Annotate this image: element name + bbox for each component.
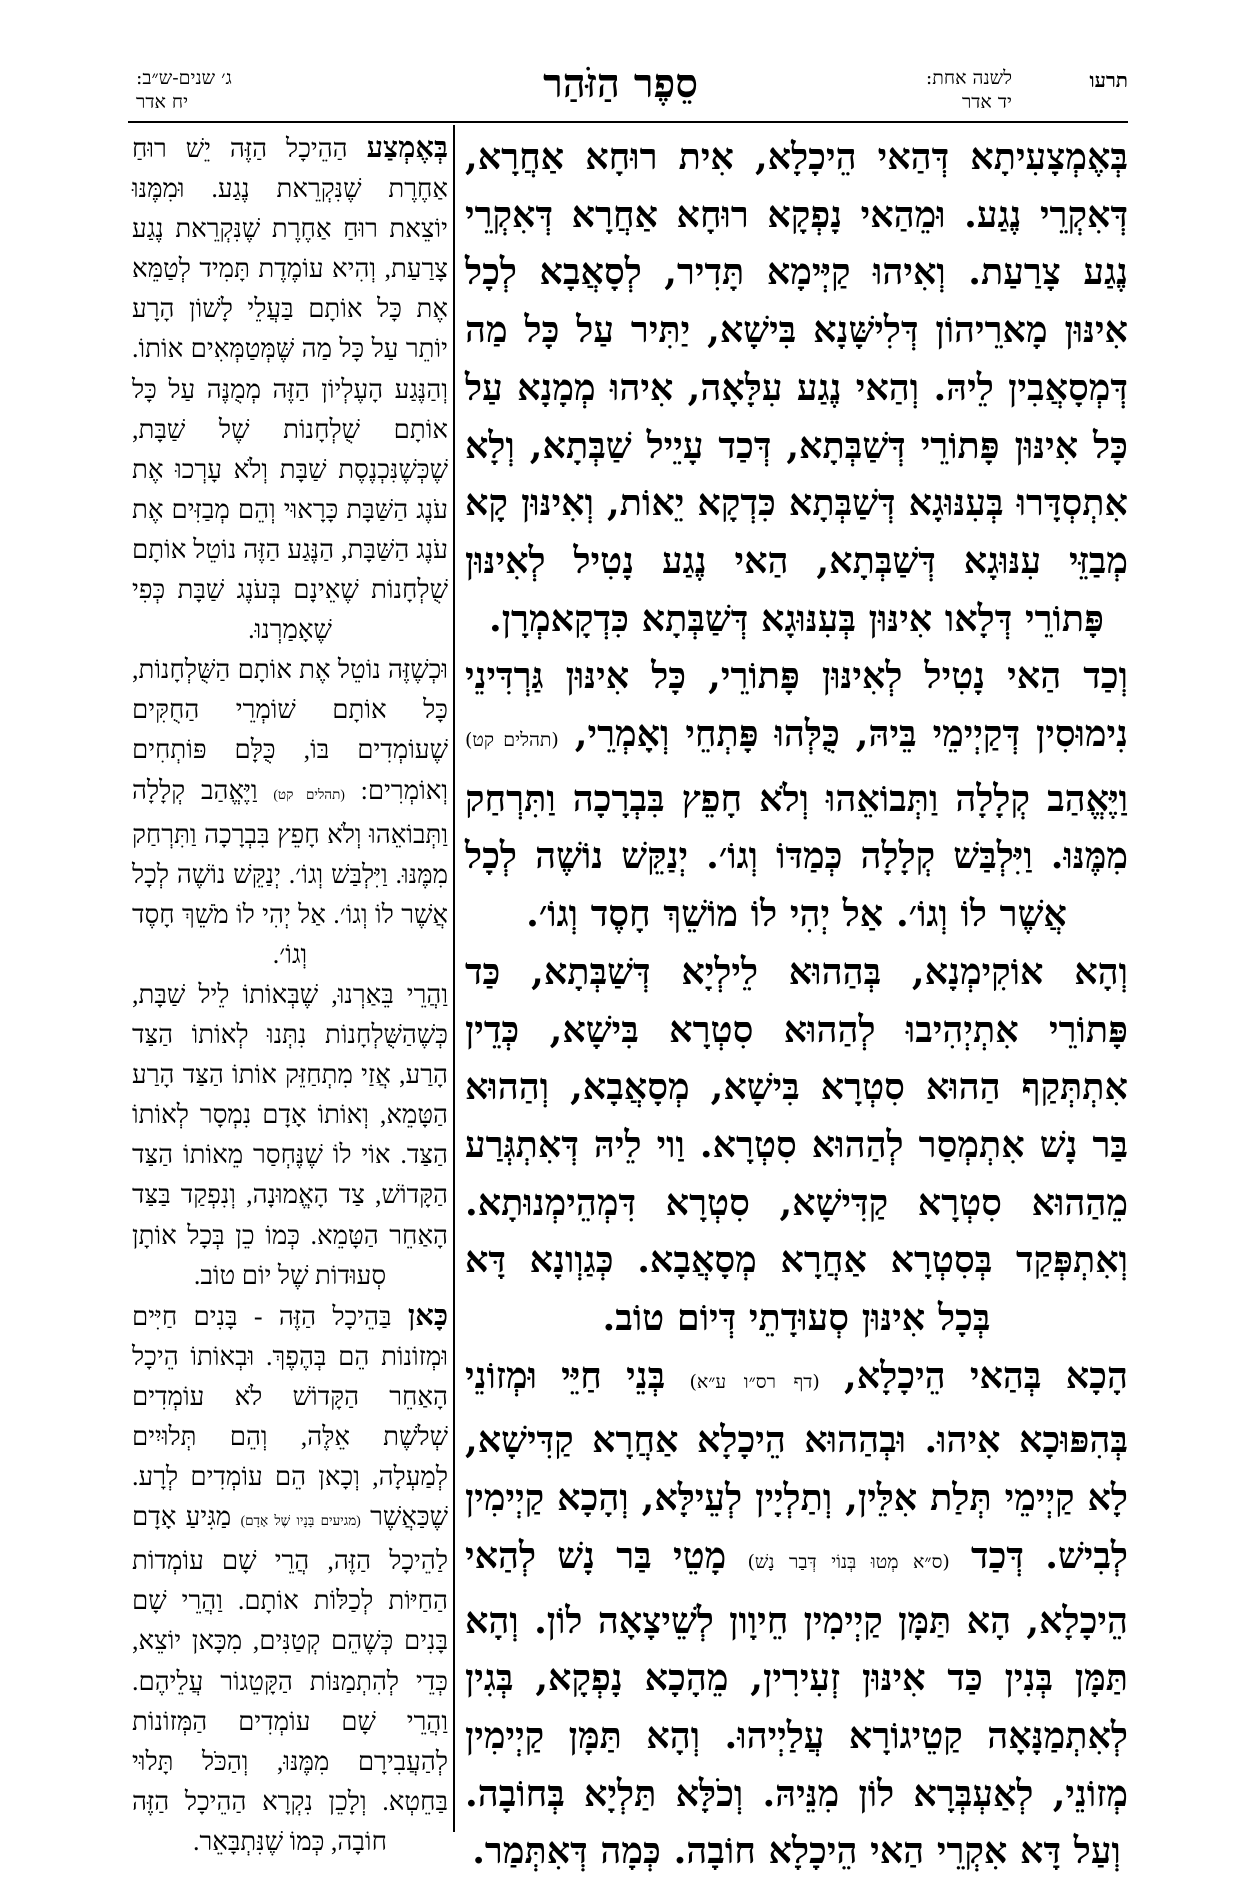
book-title: סֵפֶר הַזֹּהַר: [543, 60, 698, 107]
page-header: [128, 62, 1128, 124]
source-reference: (תהלים קט): [273, 786, 345, 802]
paragraph-text: וּכְשֶׁזֶּה נוֹטֵל אֶת אוֹתָם הַשֻּׁלְחָנוֹת, כָּל אוֹתָם שׁוֹמְרֵי הַחֻקִּים שֶׁעוֹמְדִים בּוֹ, כֻּלָּם פּוֹתְחִים וְאוֹמְרִים:: [132, 655, 449, 805]
paragraph-text: וַיֶּאֱהַב קְלָלָה וַתְּבוֹאֵהוּ וְלֹא חָפֵץ בִּבְרָכָה וַתִּרְחַק מִמֶּנּוּ. וַיִּלְבַּשׁ וְגוֹ׳. יְנַקֵּשׁ נוֹשֶׁה לְכָל אֲשֶׁר לוֹ וְגוֹ׳. אַל יְהִי לוֹ מֹשֵׁךְ חָסֶד וְגוֹ׳.: [132, 775, 448, 969]
study-schedule-three-years: [136, 66, 232, 114]
paragraph-text: מָטֵי בַּר נָשׁ לְהַאי הֵיכָלָא, הָא תַּמָּן קַיְימִין חֵיוָון לְשֵׁיצָאָה לוֹן. וְהָא תַּמָּן בְּנִין כַּד אִינּוּן זְעִירִין, מֵהָכָא נָפְקָא, בְּגִין לְאִתְמַנָּאָה קַטֵיגוֹרָא עֲלַיְיהוּ. וְהָא תַּמָּן קַיְימִין מְזוֹנֵי, לְאַעְבְּרָא לוֹן מִנֵּיהּ. וְכֹלָּא תַּלְיָא בְּחוֹבָה. וְעַל דָּא אִקְרֵי הַאי הֵיכָלָא חוֹבָה. כְּמָה דְּאִתְּמַר.: [465, 1533, 1128, 1873]
paragraph-text: מַגִּיעַ אָדָם לַהֵיכָל הַזֶּה, הֲרֵי שָׁם עוֹמְדוֹת הַחַיּוֹת לְכַלּוֹת אוֹתָם. וַהֲרֵי שָׁם בָּנִים כְּשֶׁהֵם קְטַנִּים, מִכָּאן יוֹצֵא, כְּדֵי לְהִתְמַנּוֹת הַקָּטֵגוֹר עֲלֵיהֶם. וַהֲרֵי שָׁם עוֹמְדִים הַמְּזוֹנוֹת לְהַעֲבִירָם מִמֶּנּוּ, וְהַכֹּל תָּלוּי בַּחֵטְא. וְלָכֵן נִקְרָא הַהֵיכָל הַזֶּה חוֹבָה, כְּמוֹ שֶׁנִּתְבָּאֵר.: [132, 1502, 448, 1856]
paragraph-text: הָכָא בְּהַאי הֵיכָלָא,: [844, 1353, 1129, 1397]
paragraph-text: וַיֶּאֱהַב קְלָלָה וַתְּבוֹאֵהוּ וְלֹא חָפֵץ בִּבְרָכָה וַתִּרְחַק מִמֶּנּוּ. וַיִּלְבַּשׁ קְלָלָה כְּמַדּוֹ וְגוֹ׳. יְנַקֵּשׁ נוֹשֶׁה לְכָל אֲשֶׁר לוֹ וְגוֹ׳. אַל יְהִי לוֹ מוֹשֵׁךְ חָסֶד וְגוֹ׳.: [465, 776, 1128, 936]
header-divider: [128, 121, 1128, 123]
paragraph-text: הַהֵיכָל הַזֶּה יֵשׁ רוּחַ אַחֶרֶת שֶׁנִּקְרֵאת נֶגַע. וּמִמֶּנּוּ יוֹצֵאת רוּחַ אַחֶרֶת שֶׁנִּקְרֵאת נֶגַע צָרַעַת, וְהִיא עוֹמֶדֶת תָּמִיד לְטַמֵּא אֶת כָּל אוֹתָם בַּעֲלֵי לָשׁוֹן הָרָע יוֹתֵר עַל כָּל מַה שֶּׁמְּטַמְּאִים אוֹתוֹ. וְהַנֶּגַע הָעֶלְיוֹן הַזֶּה מְמֻנֶּה עַל כָּל אוֹתָם שֻׁלְחָנוֹת שֶׁל שַׁבָּת, שֶׁכְּשֶׁנִּכְנֶסֶת שַׁבָּת וְלֹא עָרְכוּ אֶת עֹנֶג הַשַּׁבָּת כָּרָאוּי וְהֵם מְבַזִּים אֶת עֹנֶג הַשַּׁבָּת, הַנֶּגַע הַזֶּה נוֹטֵל אוֹתָם שֻׁלְחָנוֹת שֶׁאֵינָם בְּעֹנֶג שַׁבָּת כְּפִי שֶׁאָמַרְנוּ.: [132, 134, 448, 645]
schedule-date: יד אדר: [961, 91, 1012, 113]
source-reference: (ס״א מְטוּ בְּנוֹי דְּבַר נָשׁ): [747, 1550, 950, 1573]
source-reference: (דף רס״ו ע״א): [689, 1370, 820, 1393]
page-number: תרעו: [1089, 68, 1128, 92]
paragraph-text: וְכַד הַאי נָטִיל לְאִינּוּן פָּתוֹרֵי, כָּל אִינּוּן גַּרְדִּינֵי נִימוּסִין דְּקַיְימֵי בֵּיהּ, כֻּלְּהוּ פָּתְחֵי וְאָמְרֵי,: [465, 654, 1128, 756]
paragraph-text: בְּנֵי חַיֵּי וּמְזוֹנֵי בְּהִפּוּכָא אִיהוּ. וּבְהַהוּא הֵיכָלָא אַחֲרָא קַדִּישָׁא, לָא קַיְימֵי תְּלַת אִלֵּין, וְתַלְיָין לְעֵילָּא, וְהָכָא קַיְימִין לְבִישׁ. דְּכַד: [465, 1353, 1128, 1577]
schedule-label: לשנה אחת:: [925, 67, 1012, 89]
aramaic-paragraph: [465, 943, 1128, 1347]
hebrew-paragraph: [132, 128, 448, 650]
lead-word: בְּאֶמְצַע: [366, 132, 448, 164]
aramaic-paragraph: [465, 647, 1128, 943]
paragraph-text: וְהָא אוֹקִימְנָא, בְּהַהוּא לֵילְיָא דְּשַׁבְּתָא, כַּד פָּתוֹרֵי אִתְיְהִיבוּ לְהַהוּא סִטְרָא בִּישָׁא, כְּדֵין אִתְתְּקַף הַהוּא סִטְרָא בִּישָׁא, מְסָאֲבָא, וְהַהוּא בַּר נָשׁ אִתְמְסַר לְהַהוּא סִטְרָא. וַוי לֵיהּ דְּאִתְגְּרַע מֵהַהוּא סִטְרָא קַדִּישָׁא, סִטְרָא דִּמְהֵימְנוּתָא. וְאִתְפְּקַד בְּסִטְרָא אַחֲרָא מְסָאֲבָא. כְּגַוְונָא דָּא בְּכָל אִינּוּן סְעוּדָתֵי דְּיוֹם טוֹב.: [465, 949, 1128, 1340]
hebrew-paragraph: [132, 975, 448, 1296]
lead-word: כָּאן: [407, 1299, 449, 1332]
hebrew-translation-column: [132, 128, 449, 1856]
hebrew-paragraph: [132, 650, 448, 975]
paragraph-text: וַהֲרֵי בֵּאַרְנוּ, שֶׁבְּאוֹתוֹ לֵיל שַׁבָּת, כְּשֶׁהַשֻּׁלְחָנוֹת נִתְּנוּ לְאוֹתוֹ הַצַּד הָרַע, אֲזַי מִתְחַזֵּק אוֹתוֹ הַצַּד הָרַע הַטָּמֵא, וְאוֹתוֹ אָדָם נִמְסָר לְאוֹתוֹ הַצַּד. אוֹי לוֹ שֶׁנֶּחְסַר מֵאוֹתוֹ הַצַּד הַקָּדוֹשׁ, צַד הָאֱמוּנָה, וְנִפְקַד בַּצַּד הָאַחֵר הַטָּמֵא. כְּמוֹ כֵן בְּכָל אוֹתָן סְעוּדוֹת שֶׁל יוֹם טוֹב.: [132, 979, 448, 1290]
aramaic-paragraph: [465, 1347, 1128, 1880]
schedule-date: יח אדר: [136, 91, 189, 113]
column-divider: [453, 125, 455, 1832]
source-reference: (תהלים קט): [465, 729, 559, 752]
paragraph-text: בַּהֵיכָל הַזֶּה - בָּנִים חַיִּים וּמְזוֹנוֹת הֵם בְּהֶפֶךְ. וּבְאוֹתוֹ הֵיכָל הָאַחֵר הַקָּדוֹשׁ לֹא עוֹמְדִים שְׁלֹשֶׁת אֵלֶּה, וְהֵם תְּלוּיִים לְמַעְלָה, וְכָאן הֵם עוֹמְדִים לְרָע. שֶׁכַּאֲשֶׁר: [132, 1301, 449, 1532]
aramaic-paragraph: [465, 128, 1128, 647]
source-reference: (מגיעים בָּנָיו שֶׁל אָדָם): [240, 1513, 361, 1529]
hebrew-paragraph: [132, 1296, 448, 1862]
aramaic-text-column: [465, 128, 1129, 1873]
study-schedule-one-year: [926, 66, 1012, 114]
paragraph-text: בְּאֶמְצָעִיתָא דְּהַאי הֵיכָלָא, אִית רוּחָא אַחֲרָא, דְּאִקְרֵי נֶגַע. וּמֵהַאי נָפְקָא רוּחָא אַחֲרָא דְּאִקְרֵי נֶגַע צָרַעַת. וְאִיהוּ קַיְּימָא תָּדִיר, לְסָאֲבָא לְכָל אִינּוּן מָארֵיהוֹן דְּלִישָּׁנָא בִּישָׁא, יַתִּיר עַל כָּל מַה דְּמְסָאֲבִין לֵיהּ. וְהַאי נֶגַע עִלָּאָה, אִיהוּ מְמָנָא עַל כָּל אִינּוּן פָּתוֹרֵי דְּשַׁבְּתָא, דְּכַד עָיֵיל שַׁבְּתָא, וְלָא אִתְסְדָּרוּ בְּעִנּוּגָא דְּשַׁבְּתָא כִּדְקָא יֵאוֹת, וְאִינּוּן קָא מְבַזֵּי עִנּוּגָא דְּשַׁבְּתָא, הַאי נֶגַע נָטִיל לְאִינּוּן פָּתוֹרֵי דְּלָאו אִינּוּן בְּעִנּוּגָא דְּשַׁבְּתָא כִּדְקָאמְרָן.: [465, 135, 1128, 640]
schedule-label: ג׳ שנים-ש״ב:: [136, 67, 232, 89]
